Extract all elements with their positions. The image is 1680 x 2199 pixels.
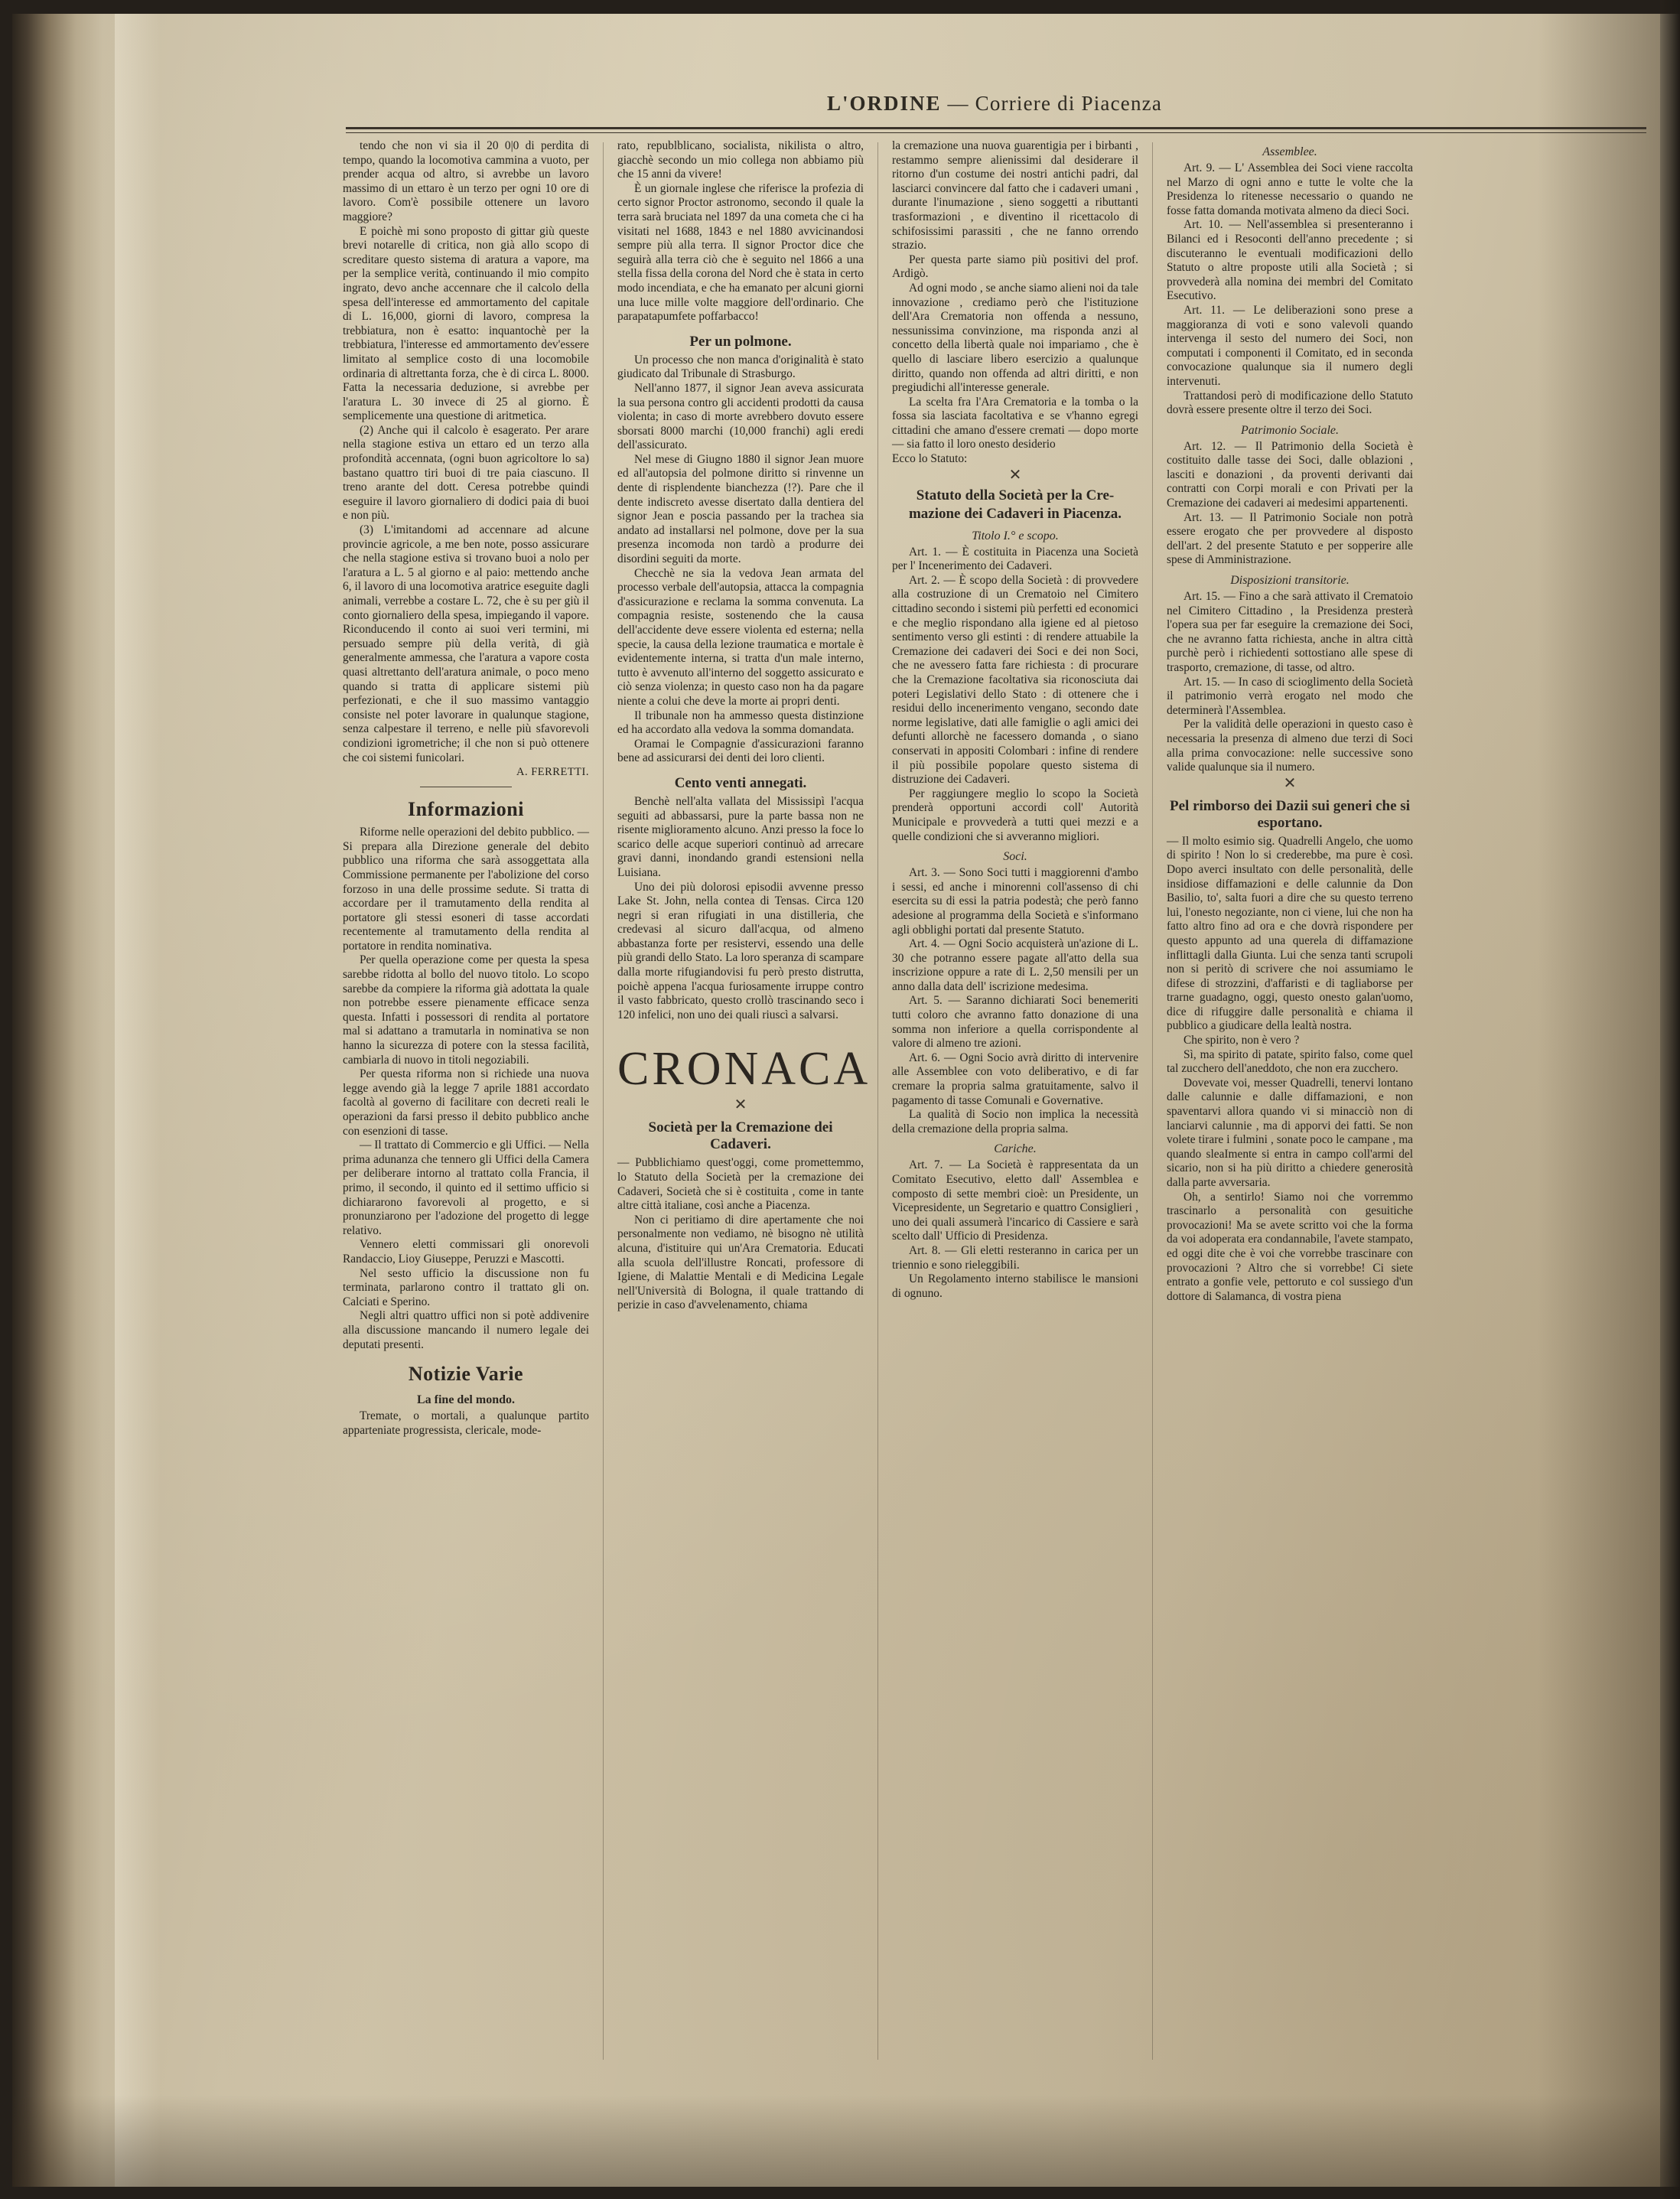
statute-section-heading: Titolo I.° e scopo. [972,529,1059,542]
paragraph: Non ci peritiamo di dire apertamente che noi personalmente non vediamo, nè bisogno nè utilità alcuna, d'istituire qui un'Ara Crematoria. Educati alla scuola dell'illustre Roncati, professore di Igiene, di Malattie Mentali e di Medicina Legale nell'Università di Bologna, il quale trattando di perizie in caso d'avvelenamento, chiama [617,1213,864,1312]
paragraph: Art. 5. — Saranno dichiarati Soci benemeriti tutti coloro che avranno fatto donazione di una somma non inferiore a quella corrispondente al valore di almeno tre azioni. [892,994,1138,1051]
paragraph: Uno dei più dolorosi episodii avvenne presso Lake St. John, nella contea di Tensas. Circa 120 negri si eran rifugiati in una distilleria, che credevasi al sicuro dall'acqua, od almeno abbastanza forte per resistervi, essendo una delle più grandi dello Stato. La loro speranza di scampare dalla morte rifugiandovisi fu però presto distrutta, poichè appena l'acqua furiosamente irruppe contro il vasto fabbricato, questo crollò trascinando seco i 120 infelici, non uno dei quali riuscì a salvarsi. [617,880,864,1021]
paragraph: Oh, a sentirlo! Siamo noi che vorremmo trascinarlo a personalità con gesuitiche provocazioni! Ma se avete scritto voi che la forma da voi adoperata era condannabile, l'avete stampato, ed oggi dite che è voi che vorrebbe trascinare con provocazioni ? Altro che si vorrebbe! Ci siete entrato a gonfie vele, pettoruto e col sussiego d'un dottore di Salamanca, di vostra piena [1167,1190,1413,1303]
paragraph: la cremazione una nuova guarentigia per i birbanti , restammo sempre alienissimi dal desiderare il ritorno d'un costume dei nostri antichi padri, dal lasciarci convincere dal fatto che i cadaveri umani , durante l'inumazione , sieno soggetti a ributtanti trasformazioni , e diventino il ricettacolo di schifosissimi parassiti , che ne fanno orrendo strazio. [892,139,1138,252]
newspaper-sheet [337,92,1652,2127]
paragraph: Che spirito, non è vero ? [1183,1034,1300,1047]
paragraph: Negli altri quattro uffici non si potè addivenire alla discussione mancando il numero legale dei deputati presenti. [343,1309,589,1351]
paragraph: Riforme nelle operazioni del debito pubblico. — Si prepara alla Direzione generale del debito pubblico una riforma che sarà assoggettata alla Commissione permanente per l'abolizione del corso forzoso in una delle prossime sedute. Si tratta di accordare per il tramutamento della rendita al portatore gli stessi esoneri di tasse accordati recentemente al tramutamento della rendita al portatore in rendita nominativa. [343,826,589,953]
paragraph: Per quella operazione come per questa la spesa sarebbe ridotta al bollo del nuovo titolo. Lo scopo sarebbe da compiere la riforma già adottata la quale non potrebbe essere pienamente efficace senza questa. Infatti i possessori di rendita al portatore mal si adattano a tramutarla in nominativa se non hanno la sicurezza di potere con la stessa facilità, cambiarla di nuovo in titoli negoziabili. [343,953,589,1067]
article-columns [337,139,1652,2106]
paragraph: Sì, ma spirito di patate, spirito falso, come quel tal zucchero dell'aneddoto, che non era zucchero. [1167,1047,1413,1076]
cronaca-banner: CRONACA [617,1043,871,1096]
paragraph: Nell'anno 1877, il signor Jean aveva assicurata la sua persona contro gli accidenti prodotti da causa violenta; in caso di morte avrebbero dovuto essere sborsati 8000 marchi (10,000 franchi) agli eredi dell'assicurato. [617,381,864,452]
article-heading: Per un polmone. [689,333,792,350]
article-heading: Società per la Cremazione dei Cadaveri. [648,1119,833,1153]
photo-edge-left [0,0,12,2199]
paragraph: Ad ogni modo , se anche siamo alieni noi da tale innovazione , crediamo però che l'istituzione dell'Ara Crematoria non offenda a nessuno, nessunissima convinzione, ma risponda anzi al concetto della libertà quale noi impariamo , che è quello di lasciare libero esercizio a qualunque diritto, quando non offenda ad altri diritti, e non pregiudichi all'interesse generale. [892,281,1138,395]
paragraph: tendo che non vi sia il 20 0|0 di perdita di tempo, quando la locomotiva cammina a vuoto, per prender acqua od altro, si avrebbe un lavoro massimo di un ettaro è un terzo per ogni 10 ore di lavoro. Com'è possibile ottenere un lavoro maggiore? [343,139,589,223]
masthead-subtitle: — Corriere di Piacenza [947,92,1163,115]
paragraph: Art. 15. — Fino a che sarà attivato il Crematoio nel Cimitero Cittadino , la Presidenza presterà l'opera sua per far eseguire la cremazione dei Soci, che ne avranno fatta richiesta, anche in altra città purchè però i richiedenti sottostiano alle spese di trasporto, cremazione, di tasse, od altro. [1167,590,1413,674]
page-curl-highlight [115,0,161,2199]
paragraph: rato, republblicano, socialista, nikilista o altro, giacchè secondo un mio collega non abbiamo più che 15 anni da vivere! [617,139,864,181]
paragraph: Dovevate voi, messer Quadrelli, tenervi lontano dalle calunnie e dalle diffamazioni, e non spaventarvi allora quando vi si minacciò non di lanciarvi calunnie , ma di apporvi dei fatti. Se non volete tirare i fulmini , sonate poco le campane , ma quando sleaImente si entra in campo coll'armi del sicario, non si ha più diritto a chiedere generosità dalla parte avversaria. [1167,1076,1413,1189]
paragraph: Oramai le Compagnie d'assicurazioni faranno bene ad assicurarsi dei denti dei loro clienti. [617,737,864,765]
paragraph: Per la validità delle operazioni in questo caso è necessaria la presenza di almeno due terzi di Soci alla prima convocazione: nelle successive sono valide qualunque sia il numero. [1167,718,1413,774]
paragraph: La qualità di Socio non implica la necessità della cremazione della propria salma. [892,1108,1138,1135]
column-divider [1152,142,1153,2060]
column-4 [1161,139,1419,2106]
paragraph: — Il molto esimio sig. Quadrelli Angelo, che uomo di spirito ! Non lo si crederebbe, ma pure è così. Dopo averci insultato con delle personalità, delle insidiose diffamazioni e delle calunnie da Don Basilio, to', salta fuori a dire che su questo terreno lui, l'onesto negoziante, non ci viene, lui che non ha fatto altro fino ad ora e che dovrà rispondere per questo appunto ad una querela di diffamazione inflittagli dalla Giunta. Lui che senza tanti scrupoli non si peritò di scrivere che noi assumiamo le difese di strozzini, d'affaristi e di tagliaborse per trarne guadagno, oggi, questo onesto galan'uomo, dice di rifuggire dalle personalità e chiama il pubblico a giudicare della lealtà nostra. [1167,834,1413,1033]
statute-section-heading: Patrimonio Sociale. [1241,423,1339,437]
paragraph: La scelta fra l'Ara Crematoria e la tomba o la fossa sia lasciata facoltativa e se v'hanno egregi cittadini che amano d'essere cremati — dopo morte — sia fatto il loro onesto desiderio [892,395,1138,451]
masthead-title: L'ORDINE [826,92,942,115]
paragraph: Il tribunale non ha ammesso questa distinzione ed ha accordato alla vedova la somma domandata. [617,709,864,737]
statute-section-heading: Cariche. [994,1142,1037,1156]
statute-title [892,487,1138,523]
paragraph: Art. 7. — La Società è rappresentata da un Comitato Esecutivo, eletto dall' Assemblea e composto di sette membri cioè: un Presidente, un Vicepresidente, un Segretario e quattro Consiglieri , uno dei quali assumerà l'incarico di Cassiere e sarà scelto dall' Ufficio di Presidenza. [892,1158,1138,1243]
paragraph: Art. 10. — Nell'assemblea si presenteranno i Bilanci ed i Resoconti dell'anno precedente ; si discuteranno le eventuali modificazioni dello Statuto o altre proposte utili alla Società ; si provvederà alla nomina dei membri del Comitato Esecutivo. [1167,218,1413,303]
paragraph: Ecco lo Statuto: [892,452,968,466]
paragraph: Art. 4. — Ogni Socio acquisterà un'azione di L. 30 che potranno essere pagate all'atto della sua inscrizione oppure a rate di L. 2,50 mensili per un anno dalla data dell' iscrizione medesima. [892,937,1138,993]
paragraph: Art. 15. — In caso di scioglimento della Società il patrimonio verrà erogato nel modo che determinerà l'Assemblea. [1167,675,1413,717]
ornament-cross: ✕ [1283,774,1297,792]
paragraph: Trattandosi però di modificazione dello Statuto dovrà essere presente oltre il terzo dei Soci. [1167,389,1413,417]
photo-edge-right [1660,0,1680,2199]
article-heading: Pel rimborso dei Dazii sui generi che si esportano. [1170,797,1410,831]
column-2 [611,139,870,2106]
paragraph: (3) L'imitandomi ad accennare ad alcune provincie agricole, a me ben note, posso assicurare che nella stagione estiva si trovano buoi a nolo per l'aratura a L. 5 al giorno e al paio: mettendo anche 6, il lavoro di una locomotiva aratrice eseguite dagli animali, verrebbe a costare L. 72, che è su per giù il conto giornaliero della spesa, impiegando il vapore. Riconducendo il conto ai suoi veri termini, mi persuado sempre più della verità, di già generalmente ammessa, che l'aratura a vapore costa quasi altrettanto dell'aratura animale, o poco meno quando si tratta di applicare sistemi più perfezionati, e che il suo massimo vantaggio consiste nel poter lavorare in qualunque stagione, senza calpestare il terreno, e nelle più sfavorevoli condizioni igrometriche; il che non si può ottenere che coi sistemi funicolari. [343,523,589,764]
paragraph: Un Regolamento interno stabilisce le mansioni di ognuno. [892,1272,1138,1300]
column-divider [603,142,604,2060]
paragraph: Nel sesto ufficio la discussione non fu terminata, parlarono contro il trattato gli on. Calciati e Sperino. [343,1266,589,1308]
statute-section-heading: Assemblee. [1262,145,1317,158]
paragraph: Art. 12. — Il Patrimonio della Società è costituito dalle tasse dei Soci, dalle oblazioni , lasciti e donazioni , da proventi derivanti dai contratti con Corpi morali e con Privati per la Cremazione dei cadaveri ai medesimi appartenenti. [1167,439,1413,510]
paragraph: Art. 13. — Il Patrimonio Sociale non potrà essere erogato che per provvedere al disposto dell'art. 2 del presente Statuto e per sopperire alle spese di Amministrazione. [1167,510,1413,567]
section-heading: Informazioni [408,798,524,821]
column-divider [877,142,878,2060]
paragraph: — Pubblichiamo quest'oggi, come promettemmo, lo Statuto della Società per la cremazione dei Cadaveri, Società che si è costituita , come in tante altre città italiane, così anche a Piacenza. [617,1156,864,1213]
ornament-cross: ✕ [734,1096,747,1114]
paragraph: Per questa riforma non si richiede una nuova legge avendo già la legge 7 aprile 1881 accordato facoltà al governo di facilitare con decreti reali le operazioni da farsi presso il debito pubblico anche con esenzioni di tasse. [343,1067,589,1138]
statute-title-line-1: Statuto della Società per la Cre- [916,487,1115,503]
paragraph: Checchè ne sia la vedova Jean armata del processo verbale dell'autopsia, attacca la compagnia d'assicurazione e reclama la somma convenuta. La compagnia resiste, sostenendo che la causa dell'accidente deve essere violenta ed esterna; nella specie, la causa della lezione traumatica e mortale è evidentemente interna, si tratta d'un male interno, tutto è avvenuto all'interno del soggetto assicurato e ciò senza violenza; in questo caso non ha da pagare niente a colui che deve la morte ai propri denti. [617,566,864,708]
author-signature: A. FERRETTI. [516,766,589,779]
statute-section-heading: Soci. [1003,850,1027,864]
masthead-rule [346,127,1646,133]
paragraph: Tremate, o mortali, a qualunque partito apparteniate progressista, clericale, mode- [343,1409,589,1437]
paragraph: — Il trattato di Commercio e gli Uffici. — Nella prima adunanza che tennero gli Uffici della Camera per deliberare intorno al trattato colla Francia, il primo, il secondo, il quinto ed il settimo ufficio si dichiararono favorevoli al progetto, e si pronunziarono per l'adozione del progetto di legge relativo. [343,1139,589,1237]
paragraph: Vennero eletti commissari gli onorevoli Randaccio, Lioy Giuseppe, Peruzzi e Mascotti. [343,1238,589,1266]
paragraph: (2) Anche qui il calcolo è esagerato. Per arare nella stagione estiva un ettaro ed un terzo alla profondità accennata, (ogni buon agricoltore lo sa) bastano quattro tiri buoi di tre paia ciascuno. Il treno arante del dott. Ceresa potrebbe quindi eseguire il lavoro giornaliero di dodici paia di buoi e non più. [343,423,589,523]
ornament-cross: ✕ [1008,466,1022,484]
article-subheading: La fine del mondo. [416,1393,515,1407]
paragraph: Art. 8. — Gli eletti resteranno in carica per un triennio e sono rieleggibili. [892,1243,1138,1272]
masthead [337,92,1652,116]
paragraph: Benchè nell'alta vallata del Mississipì l'acqua seguiti ad abbassarsi, pure la parte bassa non ne risente miglioramento alcuno. Anzi presso la foce lo scarico delle acque superiori continuò ad arrecare gravi danni, inondando grandi estensioni nella Luisiana. [617,794,864,879]
paragraph: Art. 9. — L' Assemblea dei Soci viene raccolta nel Marzo di ogni anno e tutte le volte che la Presidenza lo ritenesse necessario o quando ne fosse fatta domanda motivata almeno da dieci Soci. [1167,161,1413,217]
paragraph: Per raggiungere meglio lo scopo la Società prenderà opportuni accordi coll' Autorità Municipale e provvederà a tutti quei mezzi e a quelle condizioni che si avveranno migliori. [892,787,1138,843]
paragraph: E poichè mi sono proposto di gittar giù queste brevi notarelle di critica, non già allo scopo di screditare questo sistema di aratura a vapore, ma per la semplice verità, continuando il mio compito ingrato, devo anche accennare che il calcolo della spesa dell'interesse ed ammortamento del capitale di L. 16,000, giorni di lavoro, compresa la trebbiatura, non è esatto: inquantochè per la trebbiatura, l'interesse ed ammortamento dev'essere limitato al semplice costo di una locomobile ordinaria di altrettanta forza, che è di circa L. 8000. Fatta la necessaria deduzione, si avrebbe per l'aratura L. 30 invece di 25 al giorno. È semplicemente una questione di aritmetica. [343,224,589,423]
photo-edge-top [0,0,1680,14]
paragraph: Art. 11. — Le deliberazioni sono prese a maggioranza di voti e sono valevoli quando intervenga il sesto del numero dei Soci, non computati i componenti il Comitato, ed in seconda convocazione qualunque sia il numero degli intervenuti. [1167,303,1413,388]
statute-title-line-2: mazione dei Cadaveri in Piacenza. [908,505,1122,522]
article-heading: Cento venti annegati. [674,774,807,791]
paragraph: Per questa parte siamo più positivi del prof. Ardigò. [892,252,1138,281]
paragraph: Art. 1. — È costituita in Piacenza una Società per l' Incenerimento dei Cadaveri. [892,545,1138,573]
column-3 [886,139,1144,2106]
paragraph: Un processo che non manca d'originalità è stato giudicato dal Tribunale di Strasburgo. [617,353,864,381]
section-heading: Notizie Varie [408,1363,524,1386]
photo-edge-bottom [0,2187,1680,2199]
column-1 [337,139,595,2106]
paragraph: Art. 2. — È scopo della Società : di provvedere alla costruzione di un Crematoio nel Cimitero cittadino secondo i sistemi più perfetti ed economici e che meglio rispondano alla igiene ed al pietoso sentimento verso gli estinti : di rendere attuabile la Cremazione dei cadaveri dei Soci e dei non Soci, che ne avessero fatta fare richiesta : di procurare che la Cremazione facoltativa sia riconosciuta dai poteri Legislativi dello Stato : di ottenere che i residui dello incenerimento vengano, secondo date norme legislative, dati alle famiglie o agli amici dei defunti allorchè ne facessero domanda , o siano conservati in appositi Colombari : infine di rendere il più possibile popolare questo sistema di distruzione dei Cadaveri. [892,573,1138,787]
statute-section-heading: Disposizioni transitorie. [1230,574,1350,588]
paragraph: Art. 3. — Sono Soci tutti i maggiorenni d'ambo i sessi, ed anche i minorenni coll'assenso di chi esercita su di essi la patria podestà; che però fanno adesione al programma della Società e s'informano agli obblighi portati dal presente Statuto. [892,866,1138,937]
paragraph: Art. 6. — Ogni Socio avrà diritto di intervenire alle Assemblee con voto deliberativo, e di far cremare la propria salma gratuitamente, salvo il pagamento di tasse Comunali e Governative. [892,1051,1138,1107]
paragraph: È un giornale inglese che riferisce la profezia di certo signor Proctor astronomo, secondo il quale la terra sarà bruciata nel 1897 da una cometa che ci ha visitati nel 1688, 1843 e nel 1880 avvicinandosi sempre più alla terra. Il signor Proctor dice che seguirà alla terra ciò che è seguito nel 1866 a una stella fissa della corona del Nord che è stata in certo modo incendiata, e che ha emanato per alcuni giorni una luce mille volte maggiore dell'ordinario. Che parapatapumfete poffarbacco! [617,181,864,324]
paragraph: Nel mese di Giugno 1880 il signor Jean muore ed all'autopsia del polmone diritto si rinvenne un dente di risplendente bianchezza (!?). Pare che il dente indiscreto avesse disertato dalla dentiera del signor Jean e poscia passando per la trachea sia andato ad installarsi nel polmone, dove per la sua presenza incomoda non tardò a produrre dei disordini seguiti da morte. [617,452,864,566]
